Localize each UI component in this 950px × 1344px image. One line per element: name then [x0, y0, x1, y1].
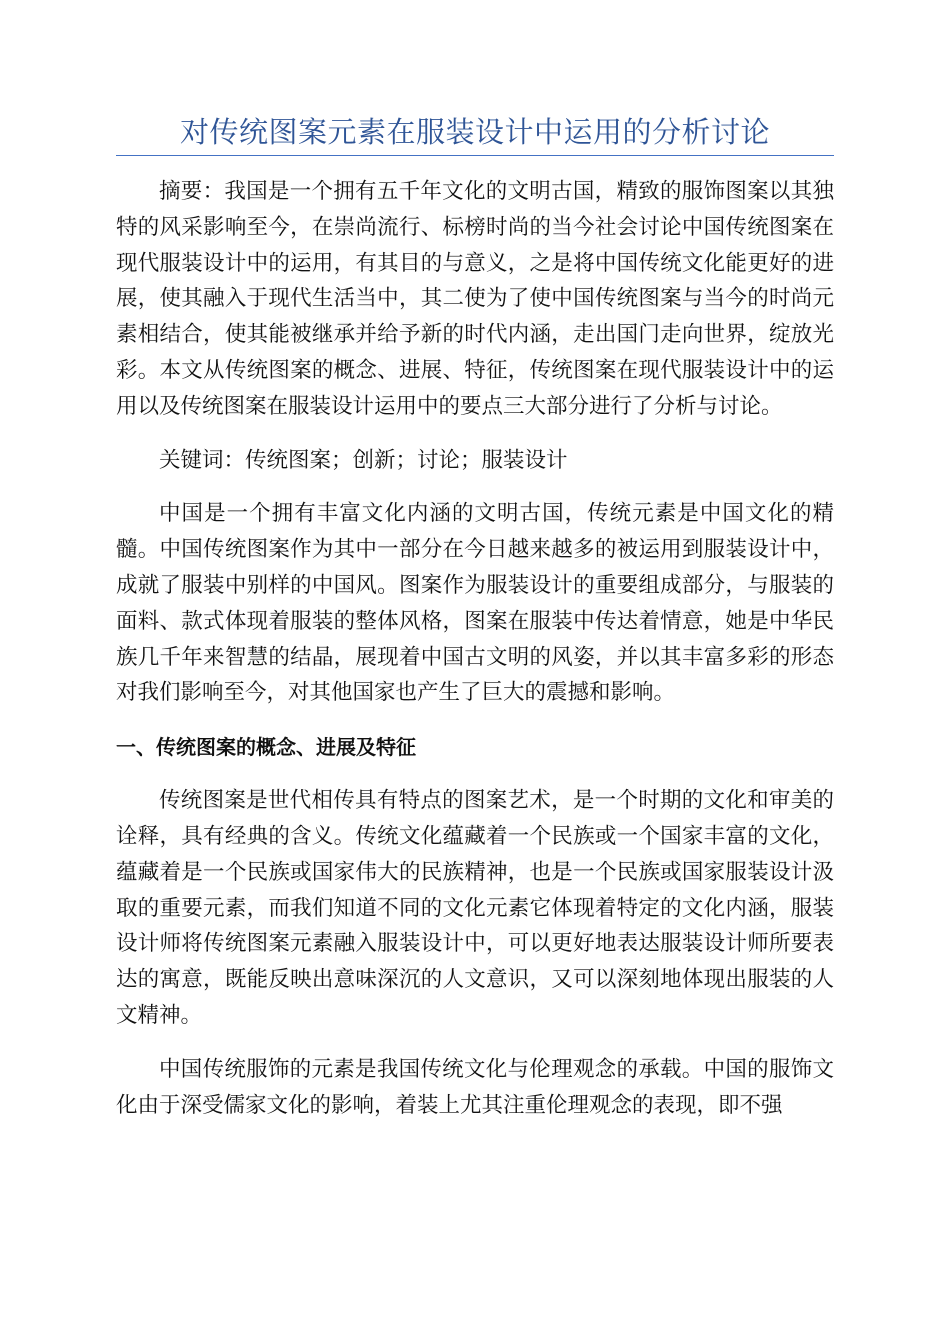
document-title: 对传统图案元素在服装设计中运用的分析讨论	[179, 115, 770, 149]
keywords-paragraph: 关键词：传统图案；创新；讨论；服装设计	[159, 447, 568, 473]
section-paragraph: 传统图案是世代相传具有特点的图案艺术，是一个时期的文化和审美的诠释，具有经典的含义。传统文化蕴藏着一个民族或一个国家丰富的文化，蕴藏着是一个民族或国家伟大的民族精神，也是一个民族或国家服装设计汲取的重要元素，而我们知道不同的文化元素它体现着特定的文化内涵，服装设计师将传统图案元素融入服装设计中，可以更好地表达服装设计师所要表达的寓意，既能反映出意味深沉的人文意识，又可以深刻地体现出服装的人文精神。	[116, 788, 834, 1028]
section-heading: 一、传统图案的概念、进展及特征	[116, 735, 416, 760]
abstract-paragraph: 摘要：我国是一个拥有五千年文化的文明古国，精致的服饰图案以其独特的风采影响至今，在崇尚流行、标榜时尚的当今社会讨论中国传统图案在现代服装设计中的运用，有其目的与意义，之是将中国传统文化能更好的进展，使其融入于现代生活当中，其二使为了使中国传统图案与当今的时尚元素相结合，使其能被继承并给予新的时代内涵，走出国门走向世界，绽放光彩。本文从传统图案的概念、进展、特征，传统图案在现代服装设计中的运用以及传统图案在服装设计运用中的要点三大部分进行了分析与讨论。	[116, 179, 834, 419]
document-body	[116, 174, 834, 1141]
section-paragraph: 中国传统服饰的元素是我国传统文化与伦理观念的承载。中国的服饰文化由于深受儒家文化的影响，着装上尤其注重伦理观念的表现，即不强	[116, 1056, 834, 1118]
title-underline	[116, 155, 834, 156]
intro-paragraph: 中国是一个拥有丰富文化内涵的文明古国，传统元素是中国文化的精髓。中国传统图案作为其中一部分在今日越来越多的被运用到服装设计中，成就了服装中别样的中国风。图案作为服装设计的重要组成部分，与服装的面料、款式体现着服装的整体风格，图案在服装中传达着情意，她是中华民族几千年来智慧的结晶，展现着中国古文明的风姿，并以其丰富多彩的形态对我们影响至今，对其他国家也产生了巨大的震撼和影响。	[116, 501, 834, 706]
